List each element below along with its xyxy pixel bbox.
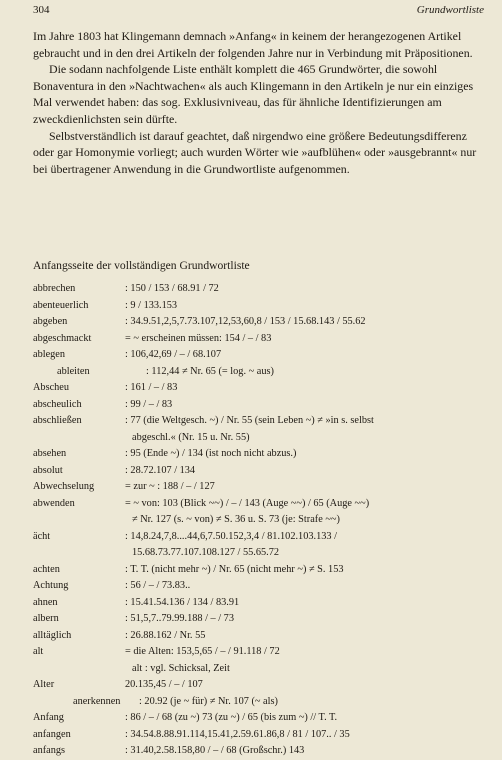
entry-references: : 34.9.51,2,5,7.73.107,12,53,60,8 / 153 / 15.68.143 / 55.62: [125, 316, 366, 327]
entry-word: ahnen: [33, 596, 58, 608]
entry-word: abschließen: [33, 415, 82, 426]
entry-word: abgeben: [33, 316, 68, 327]
list-entry: [33, 298, 493, 315]
list-entry: [33, 463, 493, 480]
entry-word: alltäglich: [33, 629, 72, 641]
entry-references: : 26.88.162 / Nr. 55: [125, 629, 206, 641]
entry-word: achten: [33, 563, 60, 575]
entry-references: : T. T. (nicht mehr ~) / Nr. 65 (nicht mehr ~) ≠ S. 153: [125, 563, 344, 575]
list-entry: [33, 677, 493, 694]
entry-word: albern: [33, 613, 59, 624]
body-paragraph: Im Jahre 1803 hat Klingemann demnach »Anfang« in keinem der herangezogenen Artikel gebraucht und in den drei Artikeln der folgenden Jahre nur in Verbindung mit Präpositionen.: [33, 29, 473, 60]
entry-word: anerkennen: [73, 695, 121, 707]
entry-word: ablegen: [33, 349, 66, 360]
entry-references: : 77 (die Weltgesch. ~) / Nr. 55 (sein Leben ~) ≠ »in s. selbst: [125, 415, 374, 426]
entry-references: 20.135,45 / – / 107: [125, 679, 203, 690]
entry-references: : 34.54.8.88.91.114,15.41,2.59.61.86,8 / 81 / 107.. / 35: [125, 728, 350, 740]
list-entry: [33, 479, 493, 496]
entry-word: absehen: [33, 448, 67, 459]
body-paragraph: Selbstverständlich ist darauf geachtet, daß nirgendwo eine größere Bedeutungsdifferenz oder gar Homonymie vorliegt; auch wurden Wörter wie »aufblühen« oder »ausgebrannt« nur bei übertragener Anwendung in die Grundwortliste aufgenommen.: [33, 128, 477, 176]
list-entry: [33, 331, 493, 348]
list-entry: [33, 611, 493, 628]
entry-word: Abscheu: [33, 382, 70, 393]
entry-word: abbrechen: [33, 283, 76, 294]
list-entry: [33, 413, 493, 446]
list-entry: [33, 644, 493, 677]
page-number: 304: [33, 4, 50, 16]
list-entry: [33, 562, 493, 579]
entry-word: Anfang: [33, 712, 64, 723]
entry-continuation: 15.68.73.77.107.108.127 / 55.65.72: [132, 547, 280, 558]
list-entry: [33, 397, 493, 414]
entry-references: : 20.92 (je ~ für) ≠ Nr. 107 (~ als): [139, 695, 278, 707]
entry-continuation: ≠ Nr. 127 (s. ~ von) ≠ S. 36 u. S. 73 (je: Strafe ~~): [132, 514, 340, 525]
list-entry: [33, 347, 493, 364]
list-entry: [33, 364, 493, 381]
list-entry: [33, 595, 493, 612]
entry-references: : 150 / 153 / 68.91 / 72: [125, 283, 219, 294]
list-entry: [33, 578, 493, 595]
body-paragraph: Die sodann nachfolgende Liste enthält komplett die 465 Grundwörter, die sowohl Bonaventura in den »Nachtwachen« als auch Klingemann in den Artikeln je nur ein einziges Mal verwendet haben: das sog. Exklusivniveau, das für ähnliche Identifizierungen am zweckdienlichsten sein dürfte.: [33, 62, 474, 126]
list-entry: [33, 529, 493, 562]
entry-references: : 28.72.107 / 134: [125, 464, 196, 476]
entry-references: : 86 / – / 68 (zu ~) 73 (zu ~) / 65 (bis zum ~) // T. T.: [125, 712, 338, 723]
entry-references: : 31.40,2.58.158,80 / – / 68 (Großschr.) 143: [125, 745, 305, 756]
entry-references: = ~ erscheinen müssen: 154 / – / 83: [125, 332, 272, 344]
list-entry: [33, 380, 493, 397]
entry-word: Alter: [33, 679, 55, 690]
list-entry: [33, 628, 493, 645]
entry-references: : 112,44 ≠ Nr. 65 (= log. ~ aus): [146, 365, 274, 377]
entry-word: ächt: [33, 530, 51, 542]
entry-word: abgeschmackt: [33, 332, 92, 344]
body-text: [33, 28, 485, 177]
entry-continuation: abgeschl.« (Nr. 15 u. Nr. 55): [132, 431, 250, 443]
entry-references: : 56 / – / 73.83..: [125, 580, 191, 591]
entry-word: Achtung: [33, 580, 69, 591]
entry-references: : 14,8.24,7,8....44,6,7.50.152,3,4 / 81.102.103.133 /: [125, 530, 337, 542]
list-entry: [33, 446, 493, 463]
list-entry: [33, 314, 493, 331]
entry-references: : 161 / – / 83: [125, 382, 178, 393]
entry-references: = zur ~ : 188 / – / 127: [125, 481, 215, 492]
running-head-title: Grundwortliste: [416, 4, 484, 16]
entry-word: Abwechselung: [33, 481, 95, 492]
entry-references: = die Alten: 153,5,65 / – / 91.118 / 72: [125, 646, 280, 657]
entry-word: abscheulich: [33, 398, 82, 410]
list-entry: [33, 743, 493, 760]
list-entry: [33, 496, 493, 529]
entry-word: absolut: [33, 464, 63, 476]
list-entry: [33, 281, 493, 298]
entry-references: : 9 / 133.153: [125, 299, 178, 311]
entry-references: = ~ von: 103 (Blick ~~) / – / 143 (Auge ~~) / 65 (Auge ~~): [125, 497, 370, 509]
entry-references: : 99 / – / 83: [125, 398, 173, 410]
list-entry: [33, 727, 493, 744]
list-entry: [33, 694, 493, 711]
entry-references: : 15.41.54.136 / 134 / 83.91: [125, 596, 240, 608]
entry-word: abenteuerlich: [33, 299, 89, 311]
entry-references: : 106,42,69 / – / 68.107: [125, 349, 222, 360]
entry-word: alt: [33, 646, 44, 657]
entry-word: ableiten: [57, 365, 90, 377]
running-head: [33, 4, 484, 20]
list-heading: Anfangsseite der vollständigen Grundwortliste: [33, 259, 250, 272]
entry-word: anfangen: [33, 728, 71, 740]
grundwort-list: [33, 281, 493, 760]
entry-references: : 95 (Ende ~) / 134 (ist noch nicht abzus.): [125, 448, 297, 459]
entry-continuation: alt : vgl. Schicksal, Zeit: [132, 662, 230, 674]
entry-word: abwenden: [33, 497, 75, 509]
list-entry: [33, 710, 493, 727]
entry-word: anfangs: [33, 745, 66, 756]
entry-references: : 51,5,7..79.99.188 / – / 73: [125, 613, 234, 624]
